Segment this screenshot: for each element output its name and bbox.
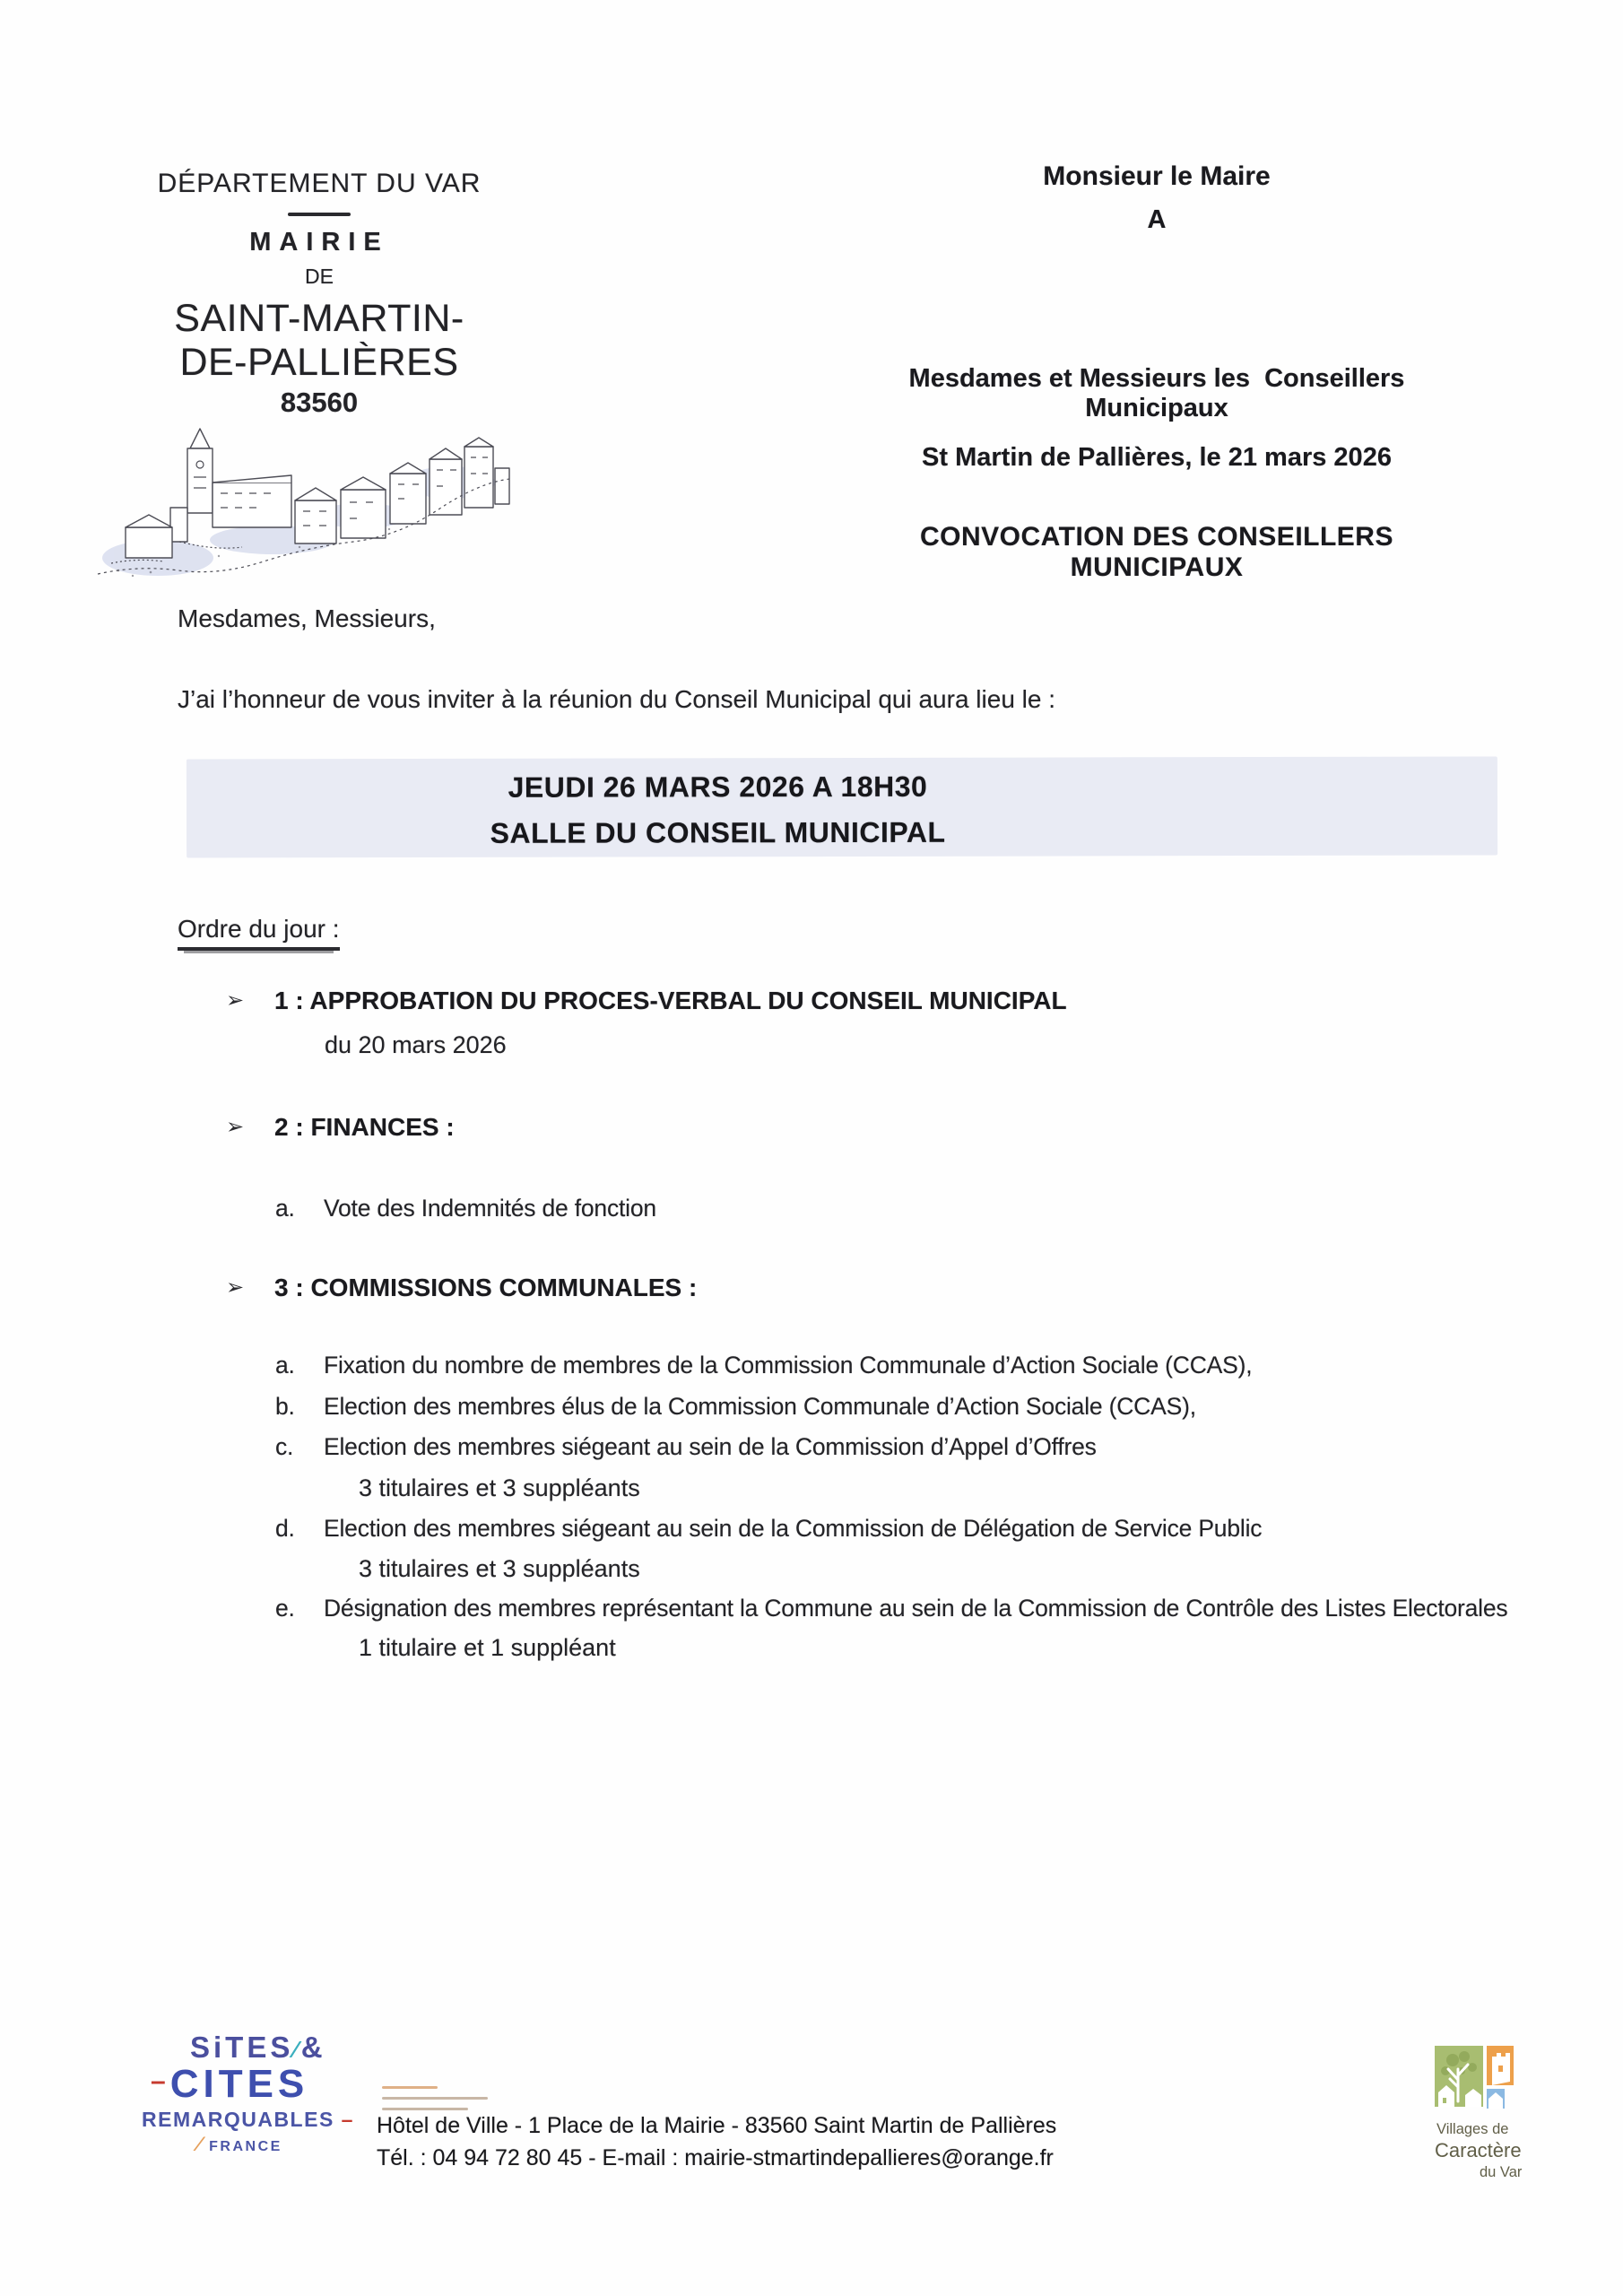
villages-caractere-logo — [1435, 2046, 1578, 2181]
agenda-item-2: ➢ 2 : FINANCES : — [226, 1113, 455, 1141]
village-sketch-illustration — [93, 422, 515, 598]
recipient-a: A — [1147, 205, 1167, 234]
agenda-item-3e: e. Désignation des membres représentant la Commune au sein de la Commission de Contrôle des Listes Electorales — [275, 1595, 1508, 1622]
mairie-line: MAIRIE — [249, 228, 389, 257]
footer-contact-line: Tél. : 04 94 72 80 45 - E-mail : mairie-stmartindepallieres@orange.fr — [377, 2145, 1054, 2170]
intro-sentence: J’ai l’honneur de vous inviter à la réunion du Conseil Municipal qui aura lieu le : — [178, 685, 1056, 713]
department-line: DÉPARTEMENT DU VAR — [157, 169, 482, 198]
villages-logo-line1: Villages de — [1436, 2121, 1509, 2137]
arrow-bullet-icon: ➢ — [226, 1274, 245, 1300]
agenda-item-3b: b. Election des membres élus de la Commission Communale d’Action Sociale (CCAS), — [275, 1393, 1196, 1420]
villages-logo-line3: du Var — [1480, 2164, 1523, 2180]
agenda-item-3e-note: 1 titulaire et 1 suppléant — [359, 1634, 616, 1661]
meeting-datetime: JEUDI 26 MARS 2026 A 18H30 — [508, 770, 928, 804]
sites-cites-logo-line4: ⁄ FRANCE — [197, 2133, 282, 2155]
meeting-place: SALLE DU CONSEIL MUNICIPAL — [490, 815, 946, 849]
agenda-item-3d-note: 3 titulaires et 3 suppléants — [359, 1555, 640, 1582]
agenda-item-3d: d. Election des membres siégeant au sein de la Commission de Délégation de Service Public — [275, 1515, 1263, 1542]
sites-cites-logo-line2: –CITES — [151, 2062, 309, 2106]
agenda-item-1: ➢ 1 : APPROBATION DU PROCES-VERBAL DU CONSEIL MUNICIPAL — [226, 987, 1067, 1014]
sites-cites-logo-line1: SiTES⁄& — [190, 2031, 326, 2064]
postal-code: 83560 — [280, 387, 359, 419]
subject-line: CONVOCATION DES CONSEILLERS MUNICIPAUX — [920, 522, 1393, 582]
agenda-item-1-subline: du 20 mars 2026 — [325, 1031, 507, 1058]
de-line: DE — [305, 265, 334, 288]
letterhead — [104, 169, 534, 419]
villages-logo-line2: Caractère — [1435, 2139, 1522, 2161]
recipients-line: Mesdames et Messieurs les Conseillers Municipaux — [908, 364, 1412, 422]
arrow-bullet-icon: ➢ — [226, 987, 245, 1013]
agenda-item-3c-note: 3 titulaires et 3 suppléants — [359, 1474, 640, 1501]
agenda-item-2a: a. Vote des Indemnités de fonction — [275, 1195, 656, 1222]
villages-logo-tiles — [1435, 2046, 1521, 2110]
sites-cites-logo-line3: REMARQUABLES – — [142, 2108, 354, 2131]
arrow-bullet-icon: ➢ — [226, 1114, 245, 1139]
footer-address-block — [377, 2109, 1453, 2174]
meeting-banner-text — [187, 757, 1249, 850]
place-date-line: St Martin de Pallières, le 21 mars 2026 — [922, 443, 1392, 472]
agenda-heading: Ordre du jour : — [178, 915, 340, 944]
footer-address-line: Hôtel de Ville - 1 Place de la Mairie - 83560 Saint Martin de Pallières — [377, 2113, 1057, 2138]
commune-name-line2: DE-PALLIÈRES — [179, 341, 459, 385]
commune-name-line1: SAINT-MARTIN- — [174, 297, 464, 340]
meeting-banner — [187, 756, 1497, 857]
agenda-item-3c: c. Election des membres siégeant au sein de la Commission d’Appel d’Offres — [275, 1433, 1097, 1460]
agenda-item-3a: a. Fixation du nombre de membres de la Commission Communale d’Action Sociale (CCAS), — [275, 1352, 1253, 1378]
salutation: Mesdames, Messieurs, — [178, 604, 436, 632]
recipient-title: Monsieur le Maire — [1043, 161, 1271, 191]
recipient-block — [950, 161, 1363, 235]
letterhead-divider — [288, 213, 351, 216]
agenda-item-3: ➢ 3 : COMMISSIONS COMMUNALES : — [226, 1274, 698, 1301]
